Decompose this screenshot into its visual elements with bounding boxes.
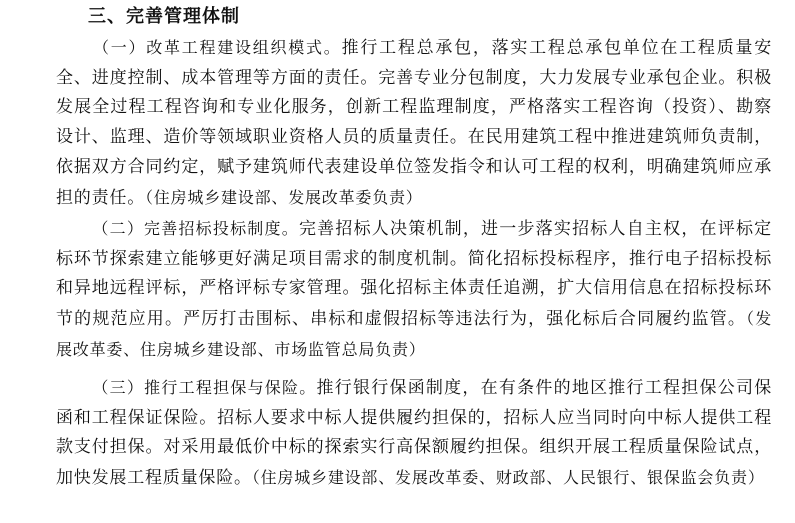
paragraph-body: 完善招标人决策机制，进一步落实招标人自主权，在评标定标环节探索建立能够更好满足项目需求的制度机制。简化招标投标程序，推行电子招标投标和异地远程评标，严格评标专家管理。强化招标主体责任追溯，扩大信用信息在招标投标环节的规范应用。严厉打击围标、串标和虚假招标等违法行为，强化标后合同履约监管。 <box>56 219 772 330</box>
paragraph-guarantee-insurance <box>56 373 772 494</box>
responsible-departments: （住房城乡建设部、发展改革委负责） <box>145 187 423 207</box>
paragraph-reform-organization-mode <box>56 33 772 213</box>
paragraph-body: 推行银行保函制度，在有条件的地区推行工程担保公司保函和工程保证保险。招标人要求中标人提供履约担保的，招标人应当同时向中标人提供工程款支付担保。对采用最低价中标的探索实行高保额履约担保。组织开展工程质量保险试点，加快发展工程质量保险。 <box>56 378 772 489</box>
paragraph-lead: （二）完善招标投标制度。 <box>92 219 299 238</box>
paragraph-body: 推行工程总承包，落实工程总承包单位在工程质量安全、进度控制、成本管理等方面的责任。完善专业分包制度，大力发展专业承包企业。积极发展全过程工程咨询和专业化服务，创新工程监理制度，严格落实工程咨询（投资）、勘察设计、监理、造价等领域职业资格人员的质量责任。在民用建筑工程中推进建筑师负责制，依据双方合同约定，赋予建筑师代表建设单位签发指令和认可工程的权利，明确建筑师应承担的责任。 <box>56 38 773 208</box>
paragraph-lead: （三）推行工程担保与保险。 <box>92 378 317 397</box>
responsible-departments: （住房城乡建设部、发展改革委、财政部、人民银行、银保监会负责） <box>251 468 765 488</box>
paragraph-lead: （一）改革工程建设组织模式。 <box>92 38 342 57</box>
section-heading: 三、完善管理体制 <box>88 6 240 27</box>
paragraph-bidding-system <box>56 214 772 366</box>
responsible-departments: （发展改革委、住房城乡建设部、市场监管总局负责） <box>56 309 772 359</box>
